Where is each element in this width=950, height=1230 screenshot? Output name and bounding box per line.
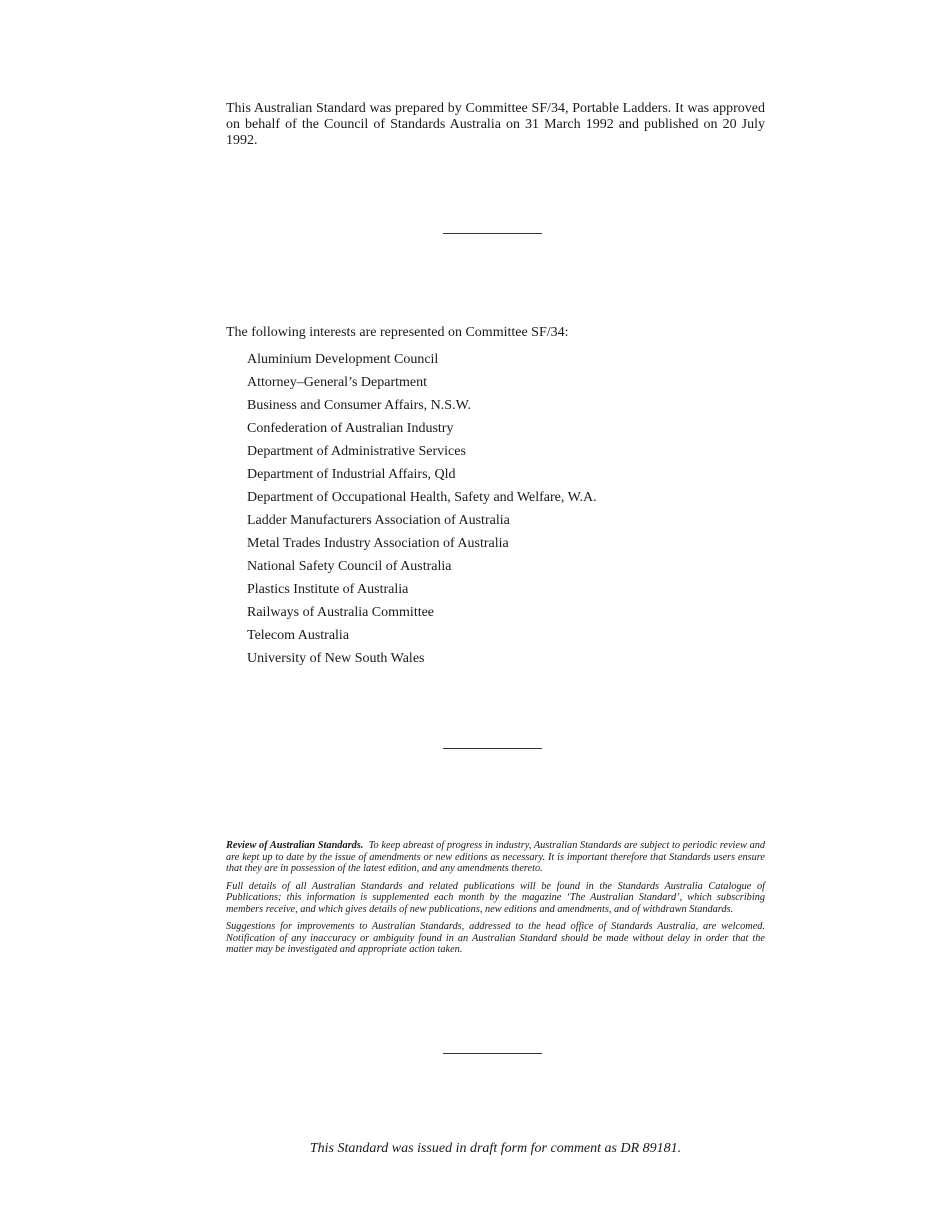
committee-member: University of New South Wales [247, 651, 425, 666]
committee-member: Ladder Manufacturers Association of Australia [247, 513, 510, 528]
committee-member: Aluminium Development Council [247, 352, 439, 367]
review-title: Review of Australian Standards. [226, 840, 364, 851]
preparation-statement: This Australian Standard was prepared by Committee SF/34, Portable Ladders. It was approved on behalf of the Council of Standards Australia on 31 March 1992 and published on 20 July 1992. [226, 101, 765, 148]
committee-member: Metal Trades Industry Association of Australia [247, 536, 509, 551]
committee-member: Telecom Australia [247, 628, 350, 643]
committee-member: National Safety Council of Australia [247, 559, 452, 574]
committee-member-list [226, 348, 765, 670]
review-paragraph: Full details of all Australian Standards and related publications will be found in the Standards Australia Catalogue of Publications; this information is supplemented each month by the magazine ‘The Australian Standard’, which subscribing members receive, and which gives details of new publications, new editions and amendments, and of withdrawn Standards. [226, 880, 765, 915]
review-notice [226, 840, 765, 962]
committee-member: Department of Industrial Affairs, Qld [247, 467, 456, 482]
draft-note: This Standard was issued in draft form for comment as DR 89181. [309, 1141, 682, 1156]
committee-member: Department of Occupational Health, Safety and Welfare, W.A. [247, 490, 597, 505]
committee-member: Plastics Institute of Australia [247, 582, 409, 597]
committee-section [226, 325, 765, 670]
divider-rule [443, 748, 542, 749]
divider-rule [443, 1053, 542, 1054]
committee-member: Confederation of Australian Industry [247, 421, 454, 436]
committee-member: Business and Consumer Affairs, N.S.W. [247, 398, 471, 413]
committee-member: Railways of Australia Committee [247, 605, 435, 620]
review-paragraph [226, 840, 765, 875]
review-text: To keep abreast of progress in industry, Australian Standards are subject to periodic review and are kept up to date by the issue of amendments or new editions as necessary. It is important therefore that Standards users ensure that they are in possession of the latest edition, and any amendments thereto. [226, 840, 766, 874]
divider-rule [443, 233, 542, 234]
committee-member: Attorney–General’s Department [247, 375, 427, 390]
committee-heading: The following interests are represented on Committee SF/34: [226, 325, 569, 340]
committee-member: Department of Administrative Services [247, 444, 466, 459]
review-paragraph: Suggestions for improvements to Australian Standards, addressed to the head office of Standards Australia, are welcomed. Notification of any inaccuracy or ambiguity found in an Australian Standard should be made without delay in order that the matter may be investigated and appropriate action taken. [226, 921, 765, 955]
